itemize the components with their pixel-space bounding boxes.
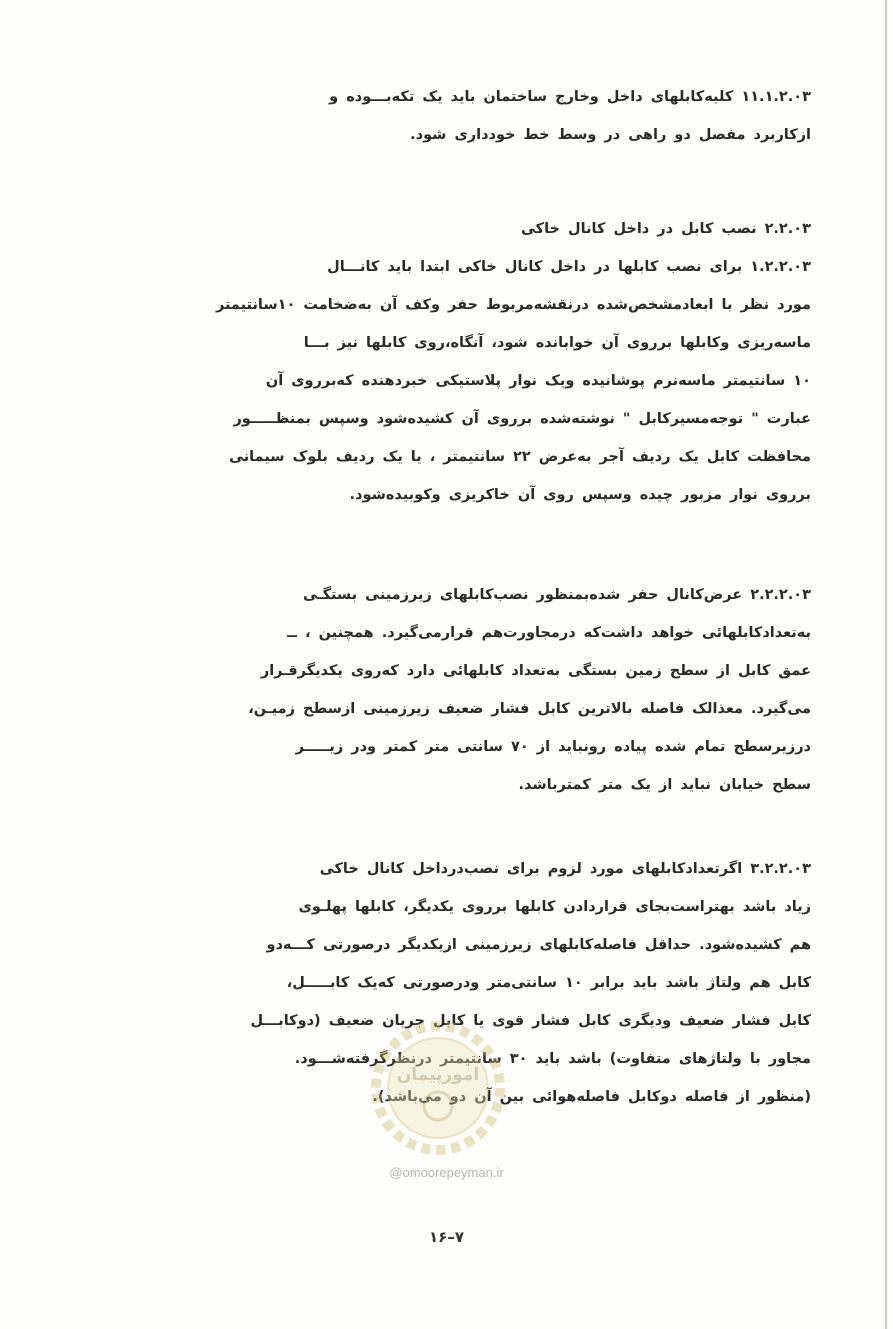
text-line: ۲.۲.۲.۰۳ عرض‌کانال حفر شده‌بمنظور نصب‌کابلهای زیرزمینی بستگـی xyxy=(302,587,811,603)
text-line: سطح خیابان نباید از یک متر کمترباشد. xyxy=(518,777,811,793)
text-line: مجاور با ولتاژهای متفاوت) باشد باید ۳۰ سانتیمتر درنظرگرفته‌شـــود. xyxy=(294,1051,811,1067)
text-line: هم کشیده‌شود. حداقل فاصله‌کابلهای زیرزمینی ازیکدیگر درصورتی کـــه‌دو xyxy=(266,937,811,953)
text-line: عمق کابل از سطح زمین بستگی به‌تعداد کابلهائی دارد که‌روی یکدیگرقـرار xyxy=(260,663,811,679)
text-line: برروی نوار مزبور چیده وسپس روی آن خاکریزی وکوبیده‌شود. xyxy=(349,487,811,503)
text-line: محافظت کابل یک ردیف آجر به‌عرض ۲۲ سانتیمتر ، یا یک ردیف بلوک سیمانی xyxy=(229,449,811,465)
page-edge-line xyxy=(885,0,887,1329)
text-line: ازکاربرد مفصل دو راهی در وسط خط خودداری شود. xyxy=(410,127,811,143)
text-line: ۱۱.۱.۲.۰۳ کلیه‌کابلهای داخل وخارج ساختمان باید یک تکه‌بـــوده و xyxy=(329,89,811,105)
section-11-cable-continuity xyxy=(100,78,811,154)
text-line: ۱.۲.۲.۰۳ برای نصب کابلها در داخل کانال خاکی ابتدا باید کانـــال xyxy=(327,259,811,275)
page-number: ۱۶–۷ xyxy=(429,1228,464,1246)
watermark-logo-text: امورپیمان xyxy=(396,1065,480,1085)
text-line: ۳.۲.۲.۰۳ اگرتعدادکابلهای مورد لزوم برای نصب‌درداخل کانال خاکی xyxy=(319,861,811,877)
watermark-url: @omoorepeyman.ir xyxy=(389,1165,504,1180)
text-line: مورد نظر با ابعادمشخص‌شده درنقشه‌مربوط حفر وکف آن به‌ضخامت ۱۰سانتیمتر xyxy=(215,297,811,313)
text-line: عبارت " توجه‌مسیرکابل " نوشته‌شده برروی آن کشیده‌شود وسپس بمنظـــــور xyxy=(233,411,811,427)
text-line: ماسه‌ریزی وکابلها برروی آن خوابانده شود، آنگاه،روی کابلها نیز بـــا xyxy=(303,335,811,351)
text-line: می‌گیرد. معذالک فاصله بالاترین کابل فشار ضعیف زیرزمینی ازسطح زمیـن، xyxy=(248,701,811,717)
text-line: زیاد باشد بهتراست‌بجای قراردادن کابلها برروی یکدیگر، کابلها پهلـوی xyxy=(298,899,811,915)
section-heading: ۲.۲.۰۳ نصب کابل در داخل کانال خاکی xyxy=(521,221,811,237)
text-line: درزیرسطح تمام شده پیاده رونباید از ۷۰ سانتی متر کمتر ودر زیـــــر xyxy=(295,739,811,755)
text-line: به‌تعدادکابلهائی خواهد داشت‌که درمجاورت‌هم قرارمی‌گیرد. همچنین ، ــ xyxy=(287,625,811,641)
text-line: ۱۰ سانتیمتر ماسه‌نرم پوشانیده ویک نوار پلاستیکی خبردهنده که‌برروی آن xyxy=(265,373,811,389)
section-2-2-channel-width xyxy=(100,576,811,804)
text-line: (منظور از فاصله دوکابل فاصله‌هوائی بین آن دو می‌باشد). xyxy=(372,1089,811,1105)
text-line: کابل فشار ضعیف ودیگری کابل فشار قوی یا کابل جریان ضعیف (دوکابـــل xyxy=(250,1013,811,1029)
text-line: کابل هم ولتاژ باشد باید برابر ۱۰ سانتی‌متر ودرصورتی که‌یک کابـــــل، xyxy=(286,975,811,991)
section-3-2-cable-spacing xyxy=(100,850,811,1116)
section-2-cable-in-earth-channel xyxy=(100,210,811,514)
